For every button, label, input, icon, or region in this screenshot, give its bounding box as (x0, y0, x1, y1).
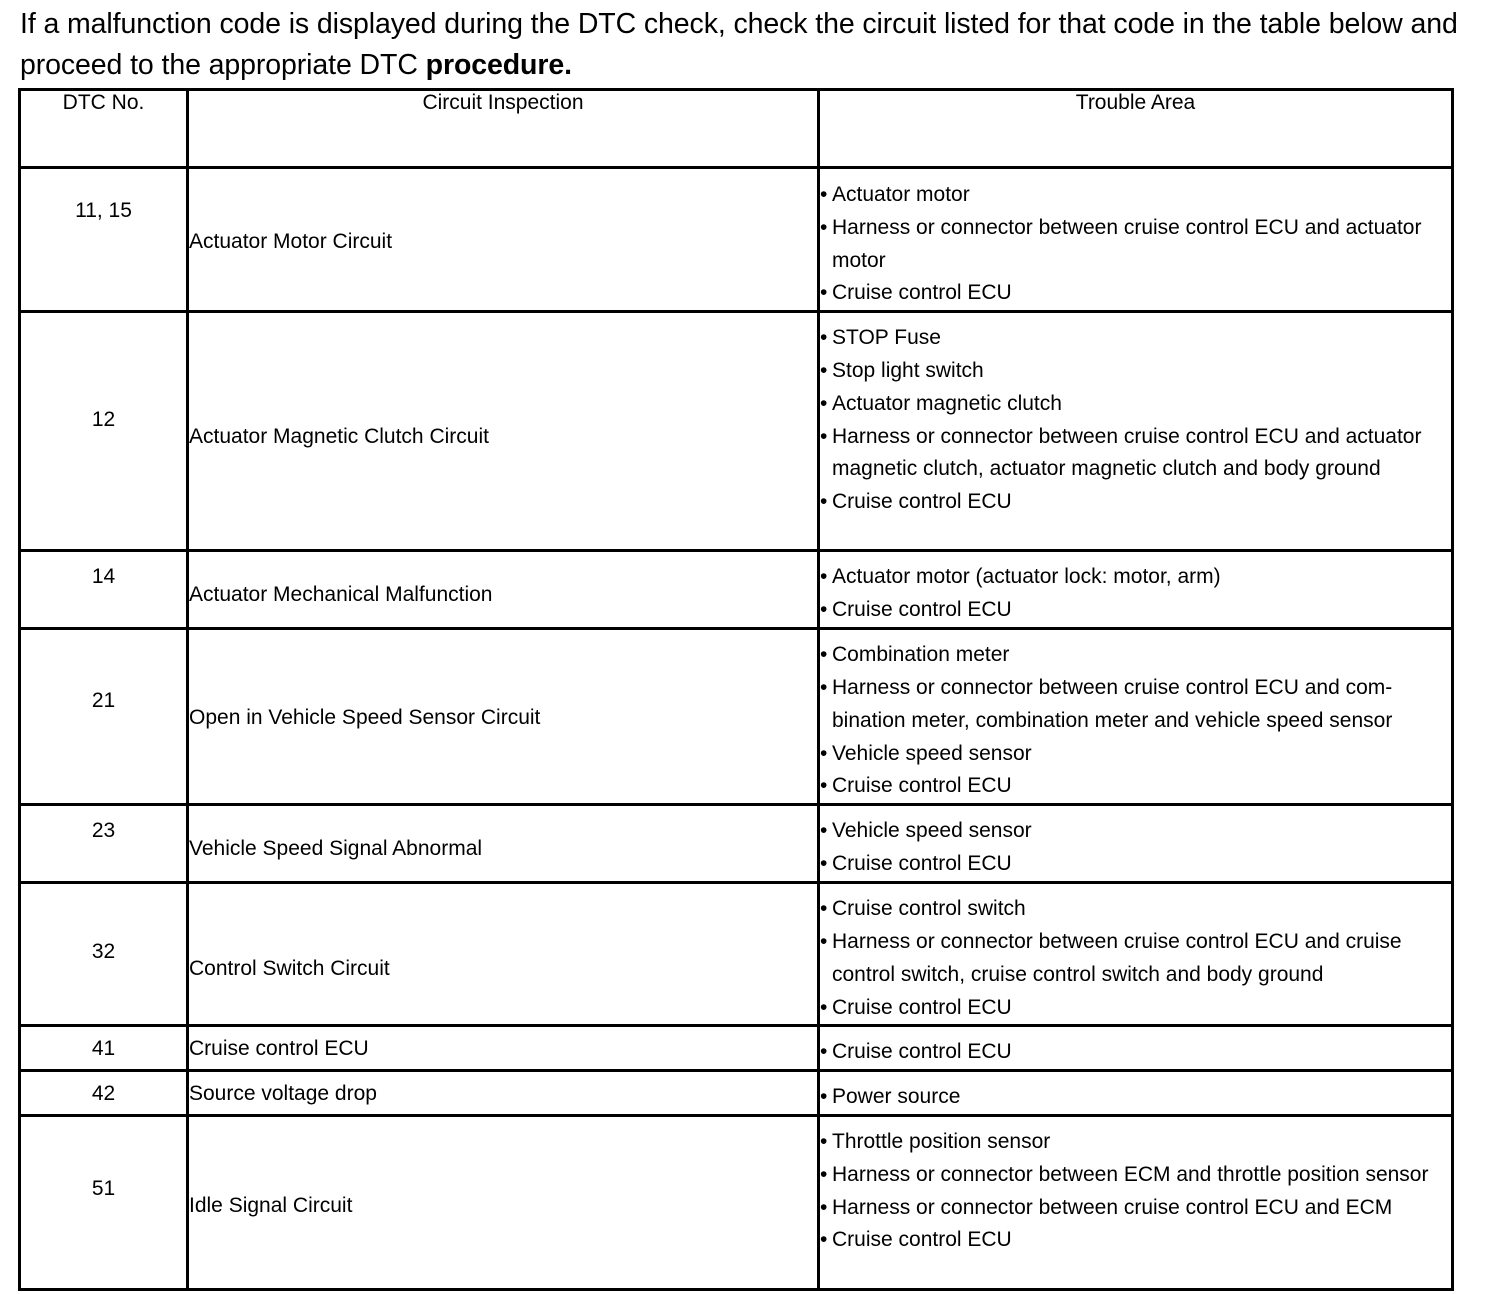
trouble-area-cell (819, 1026, 1453, 1071)
trouble-area-item: • Harness or connector between cruise control ECU and actuator motor (820, 212, 1451, 278)
trouble-area-item: • Cruise control ECU (820, 992, 1451, 1025)
dtc-code-cell: 51 (20, 1115, 188, 1289)
header-circuit-inspection: Circuit Inspection (188, 90, 819, 168)
dtc-code-cell: 21 (20, 629, 188, 805)
trouble-area-list (820, 322, 1451, 519)
trouble-area-cell (819, 805, 1453, 883)
trouble-area-item: • Cruise control ECU (820, 770, 1451, 803)
trouble-area-cell (819, 168, 1453, 312)
trouble-area-list (820, 815, 1451, 881)
dtc-code-cell: 23 (20, 805, 188, 883)
circuit-inspection-cell: Actuator Mechanical Malfunction (188, 551, 819, 629)
trouble-area-list (820, 179, 1451, 310)
circuit-inspection-cell: Cruise control ECU (188, 1026, 819, 1071)
trouble-area-item: • Cruise control ECU (820, 1224, 1451, 1257)
circuit-inspection-cell: Vehicle Speed Signal Abnormal (188, 805, 819, 883)
trouble-area-item: • Harness or connector between cruise control ECU and cruise control switch, cruise control switch and body ground (820, 926, 1451, 992)
circuit-inspection-cell: Control Switch Circuit (188, 883, 819, 1026)
trouble-area-list (820, 1036, 1451, 1069)
trouble-area-item: • STOP Fuse (820, 322, 1451, 355)
trouble-area-list (820, 893, 1451, 1024)
trouble-area-item: • Cruise control ECU (820, 594, 1451, 627)
circuit-inspection-cell: Actuator Magnetic Clutch Circuit (188, 312, 819, 551)
trouble-area-item: • Harness or connector between ECM and throttle position sensor (820, 1159, 1451, 1192)
trouble-area-cell (819, 312, 1453, 551)
trouble-area-list (820, 1081, 1451, 1114)
dtc-table (18, 88, 1454, 1291)
trouble-area-list (820, 639, 1451, 803)
trouble-area-item: • Actuator motor (actuator lock: motor, arm) (820, 561, 1451, 594)
header-dtc-no: DTC No. (20, 90, 188, 168)
trouble-area-cell (819, 1071, 1453, 1116)
trouble-area-cell (819, 551, 1453, 629)
table-row (20, 1071, 1453, 1116)
trouble-area-item: • Actuator motor (820, 179, 1451, 212)
circuit-inspection-cell: Idle Signal Circuit (188, 1115, 819, 1289)
trouble-area-item: • Throttle position sensor (820, 1126, 1451, 1159)
table-row (20, 312, 1453, 551)
dtc-code-cell: 41 (20, 1026, 188, 1071)
table-row (20, 805, 1453, 883)
trouble-area-item: • Cruise control ECU (820, 277, 1451, 310)
table-row (20, 1026, 1453, 1071)
dtc-code-cell: 11, 15 (20, 168, 188, 312)
trouble-area-item: • Cruise control ECU (820, 848, 1451, 881)
trouble-area-item: • Vehicle speed sensor (820, 815, 1451, 848)
dtc-code-cell: 12 (20, 312, 188, 551)
table-row (20, 168, 1453, 312)
table-row (20, 1115, 1453, 1289)
header-trouble-area: Trouble Area (819, 90, 1453, 168)
intro-bold-text: procedure. (425, 49, 572, 81)
circuit-inspection-cell: Source voltage drop (188, 1071, 819, 1116)
circuit-inspection-cell: Open in Vehicle Speed Sensor Circuit (188, 629, 819, 805)
circuit-inspection-cell: Actuator Motor Circuit (188, 168, 819, 312)
trouble-area-list (820, 561, 1451, 627)
trouble-area-item: • Harness or connector between cruise control ECU and com- bination meter, combination meter and vehicle speed sensor (820, 672, 1451, 738)
trouble-area-cell (819, 883, 1453, 1026)
trouble-area-item: • Cruise control switch (820, 893, 1451, 926)
dtc-code-cell: 14 (20, 551, 188, 629)
trouble-area-item: • Actuator magnetic clutch (820, 388, 1451, 421)
trouble-area-item: • Stop light switch (820, 355, 1451, 388)
trouble-area-item: • Harness or connector between cruise control ECU and actuator magnetic clutch, actuator magnetic clutch and body ground (820, 421, 1451, 487)
trouble-area-item: • Power source (820, 1081, 1451, 1114)
trouble-area-item: • Cruise control ECU (820, 1036, 1451, 1069)
table-row (20, 629, 1453, 805)
intro-text: If a malfunction code is displayed during the DTC check, check the circuit listed for that code in the table below and proceed to the appropriate DTC (20, 8, 1458, 81)
table-row (20, 551, 1453, 629)
trouble-area-item: • Harness or connector between cruise control ECU and ECM (820, 1192, 1451, 1225)
trouble-area-item: • Cruise control ECU (820, 486, 1451, 519)
trouble-area-cell (819, 1115, 1453, 1289)
table-body (20, 168, 1453, 1290)
trouble-area-item: • Combination meter (820, 639, 1451, 672)
table-row (20, 883, 1453, 1026)
intro-paragraph (20, 4, 1490, 86)
table-header-row (20, 90, 1453, 168)
trouble-area-cell (819, 629, 1453, 805)
dtc-code-cell: 32 (20, 883, 188, 1026)
dtc-code-cell: 42 (20, 1071, 188, 1116)
trouble-area-list (820, 1126, 1451, 1257)
trouble-area-item: • Vehicle speed sensor (820, 738, 1451, 771)
